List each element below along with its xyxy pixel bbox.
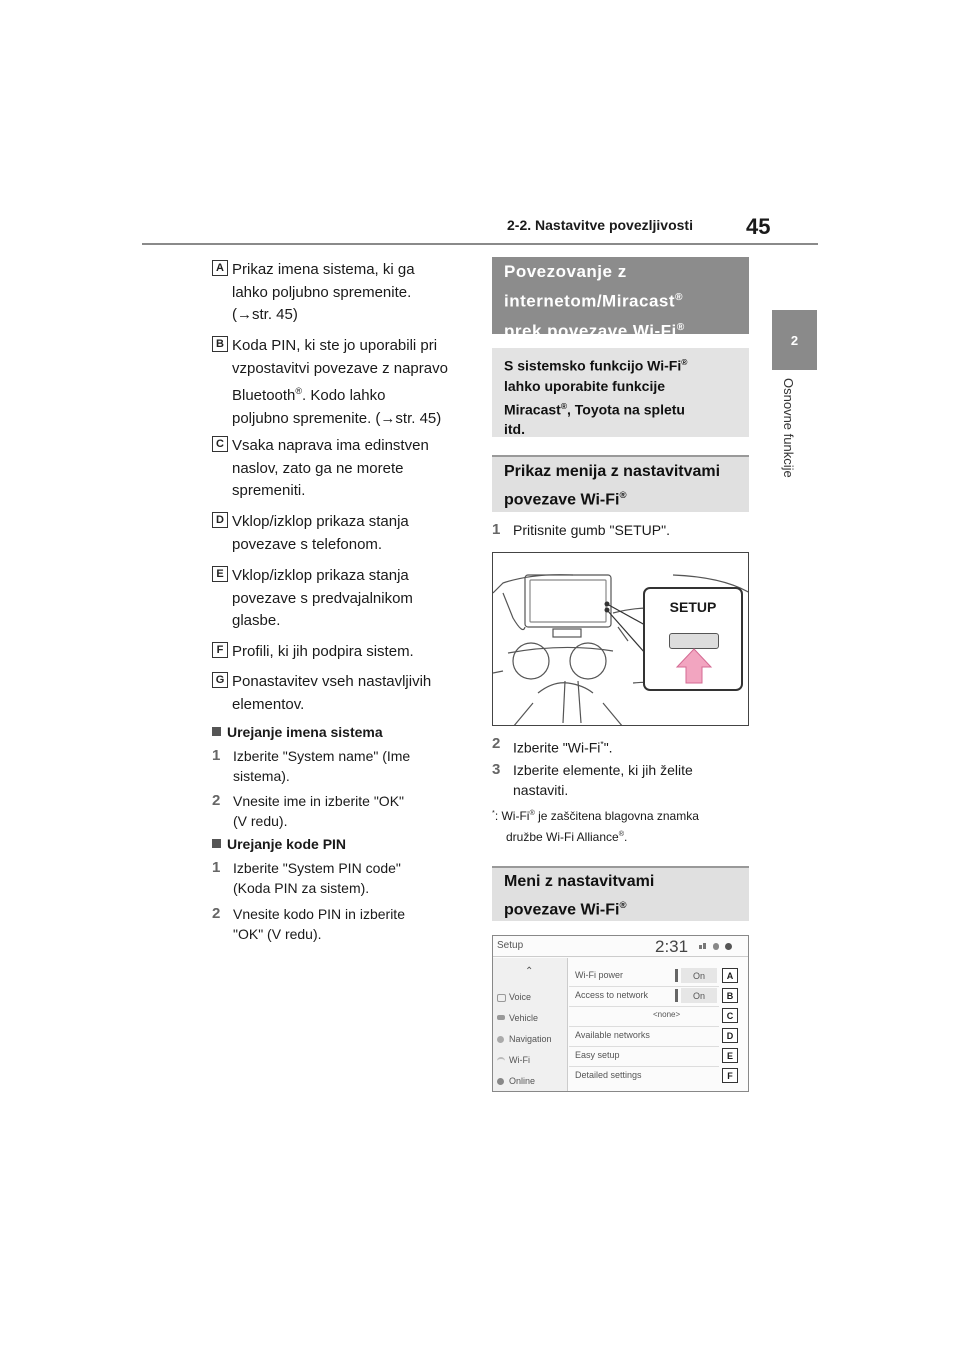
item-e-text: Vklop/izklop prikaza stanja povezave s predvajalnikom glasbe.: [232, 567, 413, 629]
chapter-number: 2: [790, 332, 799, 348]
subheading-edit-pin: Urejanje kode PIN: [212, 836, 346, 852]
setup-callout: [643, 587, 743, 691]
vehicle-icon: [497, 1015, 505, 1020]
badge-c: C: [212, 436, 228, 452]
screen-badge-b: B: [722, 988, 738, 1003]
nav-voice[interactable]: Voice: [509, 992, 532, 1002]
screen-badge-e: E: [722, 1048, 738, 1063]
status-icons: [699, 943, 737, 951]
address-value: <none>: [653, 1010, 681, 1019]
badge-g: G: [212, 672, 228, 688]
screen-badge-c: C: [722, 1008, 738, 1023]
row-detailed-settings[interactable]: Detailed settings: [575, 1070, 642, 1080]
chapter-tab: [772, 310, 817, 370]
badge-d: D: [212, 512, 228, 528]
wifi-settings-screen: [492, 935, 749, 1092]
wifi-power-value: On: [693, 971, 706, 981]
press-arrow-icon: [675, 647, 713, 685]
edit-pin-step-1: 1 Izberite "System PIN code" (Koda PIN za sistem).: [212, 859, 401, 896]
navigation-icon: [497, 1036, 504, 1043]
section-title: 2-2. Nastavitve povezljivosti: [507, 217, 693, 233]
menu-heading-box: Prikaz menija z nastavitvami povezave Wi-Fi®: [492, 455, 749, 512]
screen-badge-d: D: [722, 1028, 738, 1043]
item-c-text: Vsaka naprava ima edinstven naslov, zato ga ne morete spremeniti.: [232, 437, 429, 499]
access-network-value: On: [693, 991, 706, 1001]
settings-menu-box: Meni z nastavitvami povezave Wi-Fi®: [492, 866, 749, 921]
item-g-text: Ponastavitev vseh nastavljivih elementov.: [232, 673, 432, 713]
setup-button-illustration: [492, 552, 749, 726]
badge-b: B: [212, 336, 228, 352]
row-access-network[interactable]: Access to network On: [569, 986, 719, 1007]
screen-badge-f: F: [722, 1068, 738, 1083]
nav-online[interactable]: Online: [509, 1076, 536, 1086]
chapter-label: Osnovne funkcije: [781, 378, 796, 478]
row-device-address: [569, 1006, 719, 1027]
badge-a: A: [212, 260, 228, 276]
item-a-text: Prikaz imena sistema, ki ga lahko poljubno spremenite. (→str. 45): [232, 261, 415, 323]
row-wifi-power[interactable]: Wi-Fi power On: [569, 966, 719, 987]
intro-box: S sistemsko funkcijo Wi-Fi® lahko uporabite funkcije Miracast®, Toyota na spletu itd.: [492, 348, 749, 437]
header-rule: [142, 243, 818, 245]
nav-navigation[interactable]: Navigation: [509, 1034, 552, 1044]
footnote: *: Wi-Fi® je zaščitena blagovna znamka družbe Wi-Fi Alliance®.: [492, 808, 699, 844]
screen-badge-a: A: [722, 968, 738, 983]
badge-e: E: [212, 566, 228, 582]
section-title-box: Povezovanje z internetom/Miracast® prek povezave Wi-Fi®: [492, 257, 749, 334]
screen-nav: [493, 958, 567, 1092]
online-icon: [497, 1078, 504, 1085]
item-b-text: Koda PIN, ki ste jo uporabili pri vzpostavitvi povezave z napravo Bluetooth®. Kodo lahko poljubno spremenite. (→str. 45): [232, 337, 448, 427]
edit-name-step-2: 2 Vnesite ime in izberite "OK" (V redu).: [212, 792, 405, 829]
subheading-edit-name: Urejanje imena sistema: [212, 724, 383, 740]
edit-pin-step-2: 2 Vnesite kodo PIN in izberite "OK" (V redu).: [212, 905, 405, 942]
page-number: 45: [746, 214, 771, 239]
setup-callout-label: SETUP: [669, 599, 717, 615]
screen-title: Setup: [497, 940, 524, 951]
nav-wifi[interactable]: Wi-Fi: [509, 1055, 530, 1065]
badge-f: F: [212, 642, 228, 658]
row-easy-setup[interactable]: Easy setup: [569, 1046, 719, 1067]
item-f-text: Profili, ki jih podpira sistem.: [232, 643, 414, 660]
wifi-step-1: 1 Pritisnite gumb "SETUP".: [492, 521, 670, 538]
wifi-step-3: 3 Izberite elemente, ki jih želite nastaviti.: [492, 761, 693, 798]
row-available-networks[interactable]: Available networks: [569, 1026, 719, 1047]
wifi-icon: [497, 1057, 505, 1065]
scroll-up-icon[interactable]: ⌃: [525, 966, 534, 977]
item-d-text: Vklop/izklop prikaza stanja povezave s telefonom.: [232, 513, 409, 553]
voice-icon: [497, 994, 506, 1002]
edit-name-step-1: 1 Izberite "System name" (Ime sistema).: [212, 747, 411, 784]
nav-vehicle[interactable]: Vehicle: [509, 1013, 539, 1023]
wifi-step-2: 2 Izberite "Wi-Fi*".: [492, 735, 613, 756]
screen-clock: 2:31: [655, 937, 689, 956]
